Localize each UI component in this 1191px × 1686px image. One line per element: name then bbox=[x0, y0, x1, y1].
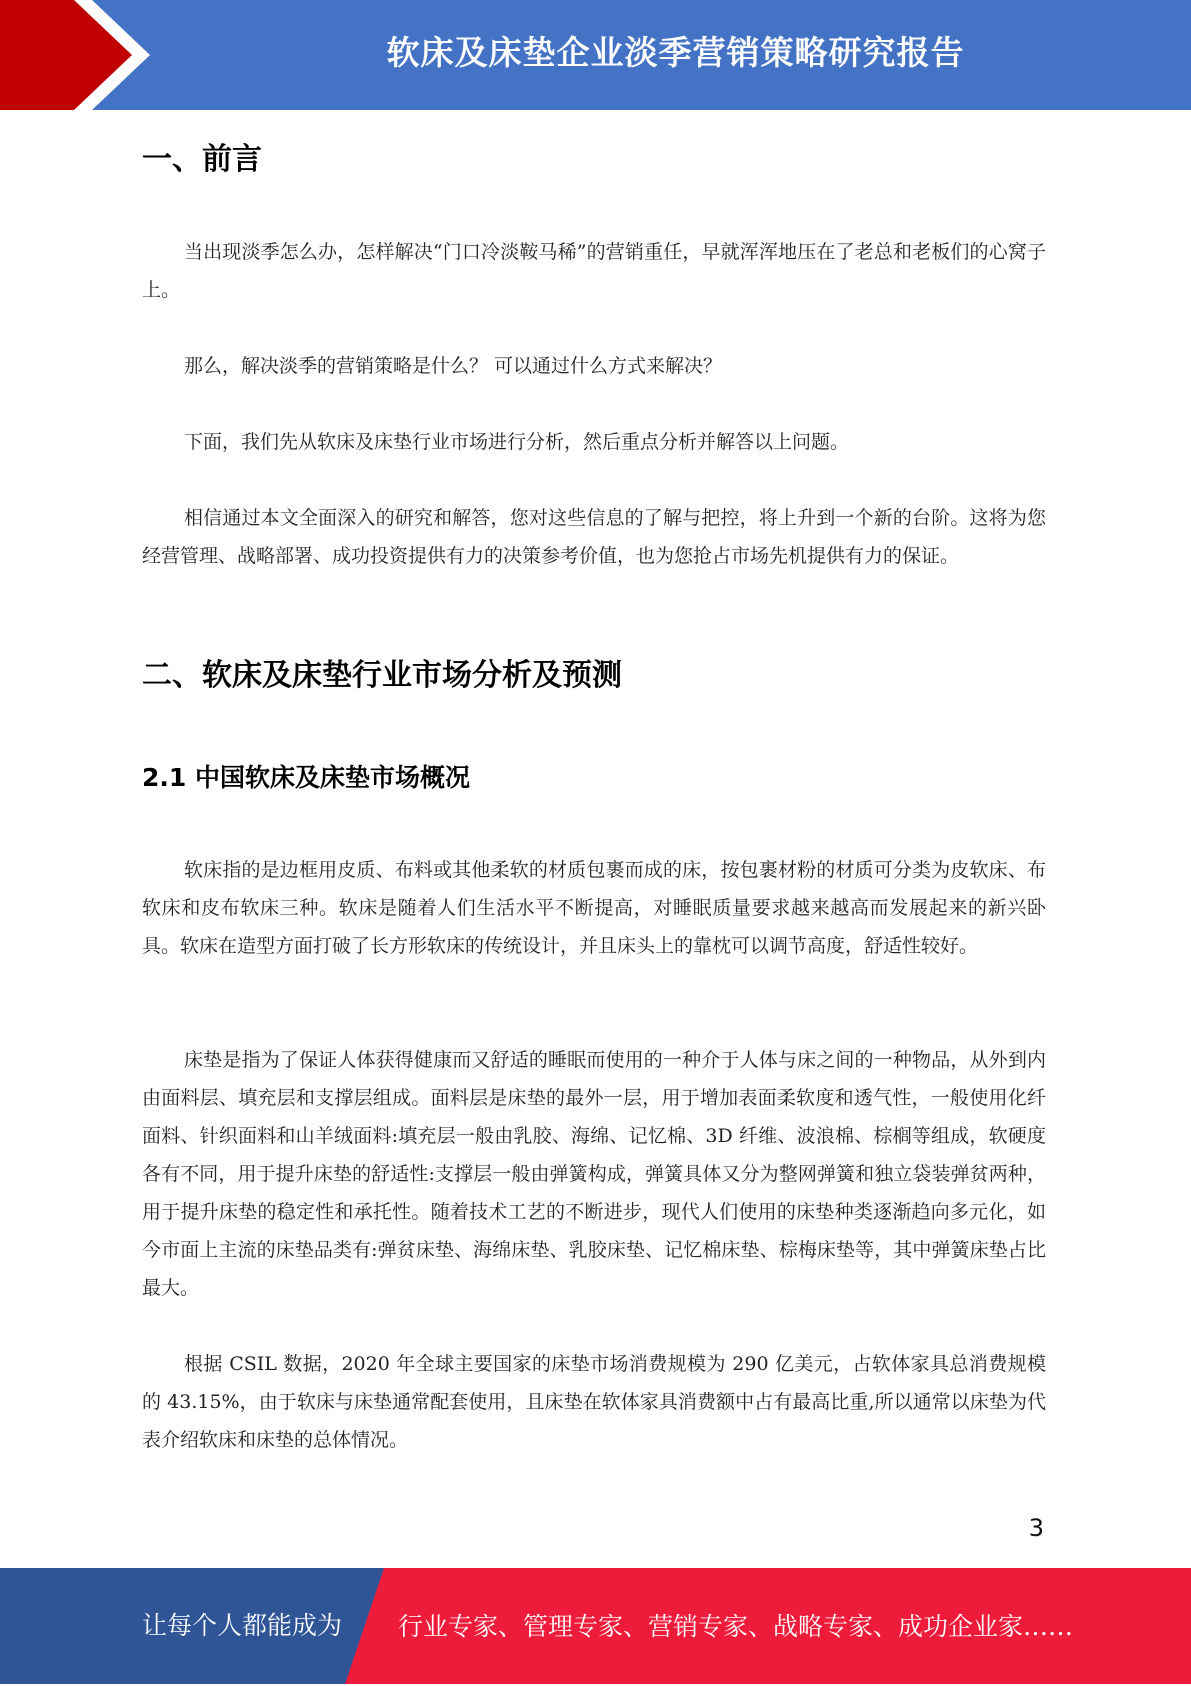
section-heading-intro: 一、前言 bbox=[142, 142, 262, 177]
footer-slogan-left: 让每个人都能成为 bbox=[142, 1611, 343, 1640]
market-paragraph-mattress: 床垫是指为了保证人体获得健康而又舒适的睡眠而使用的一种介于人体与床之间的一种物品，从外到内由面料层、填充层和支撑层组成。面料层是床垫的最外一层，用于增加表面柔软度和透气性，一般使用化纤面料、针织面料和山羊绒面料:填充层一般由乳胶、海绵、记忆棉、3D 纤维、波浪棉、棕榈等组成，软硬度各有不同，用于提升床垫的舒适性:支撑层一般由弹簧构成，弹簧具体又分为整网弹簧和独立袋装弹贫两种，用于提升床垫的稳定性和承托性。随着技术工艺的不断进步，现代人们使用的床垫种类逐渐趋向多元化，如今市面上主流的床垫品类有:弹贫床垫、海绵床垫、乳胶床垫、记忆棉床垫、棕梅床垫等，其中弹簧床垫占比最大。 bbox=[142, 1049, 1046, 1299]
section-heading-market: 二、软床及床垫行业市场分析及预测 bbox=[142, 658, 622, 693]
footer-banner bbox=[0, 1568, 1191, 1684]
intro-paragraph-4: 相信通过本文全面深入的研究和解答，您对这些信息的了解与把控，将上升到一个新的台阶。这将为您经营管理、战略部署、成功投资提供有力的决策参考价值，也为您抢占市场先机提供有力的保证。 bbox=[142, 507, 1046, 567]
footer-slogan-right: 行业专家、管理专家、营销专家、战略专家、成功企业家…… bbox=[398, 1612, 1074, 1641]
market-paragraph-soft-bed: 软床指的是边框用皮质、布料或其他柔软的材质包裹而成的床，按包裹材粉的材质可分类为皮软床、布软床和皮布软床三种。软床是随着人们生活水平不断提高，对睡眠质量要求越来越高而发展起来的新兴卧具。软床在造型方面打破了长方形软床的传统设计，并且床头上的靠枕可以调节高度，舒适性较好。 bbox=[142, 859, 1046, 957]
page-number: 3 bbox=[1028, 1514, 1044, 1542]
market-paragraph-csil-data: 根据 CSIL 数据，2020 年全球主要国家的床垫市场消费规模为 290 亿美元，占软体家具总消费规模的 43.15%，由于软床与床垫通常配套使用，且床垫在软体家具消费额中占有最高比重,所以通常以床垫为代表介绍软床和床垫的总体情况。 bbox=[142, 1353, 1046, 1451]
subsection-heading-china-market: 2.1 中国软床及床垫市场概况 bbox=[142, 763, 470, 792]
report-header-banner bbox=[0, 0, 1191, 110]
intro-paragraph-1: 当出现淡季怎么办，怎样解决“门口冷淡鞍马稀”的营销重任，早就浑浑地压在了老总和老板们的心窝子上。 bbox=[142, 241, 1046, 301]
intro-paragraph-3: 下面，我们先从软床及床垫行业市场进行分析，然后重点分析并解答以上问题。 bbox=[184, 431, 850, 453]
report-title: 软床及床垫企业淡季营销策略研究报告 bbox=[386, 33, 965, 72]
intro-paragraph-2: 那么，解决淡季的营销策略是什么？ 可以通过什么方式来解决？ bbox=[184, 355, 723, 377]
